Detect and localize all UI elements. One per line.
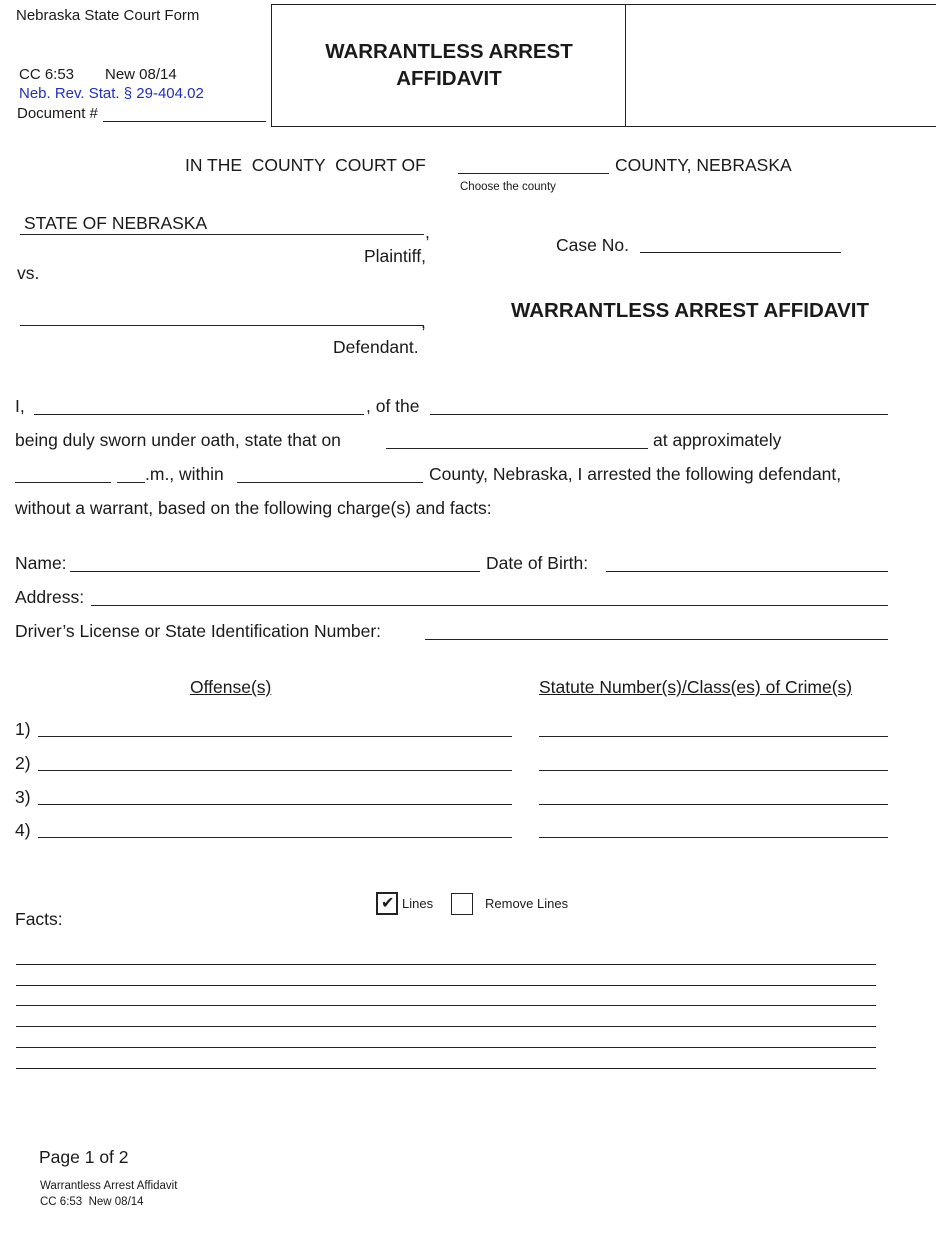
header-title-line2: AFFIDAVIT bbox=[396, 67, 502, 90]
court-prefix: IN THE COUNTY COURT OF bbox=[185, 155, 426, 175]
facts-line[interactable] bbox=[16, 1005, 876, 1006]
statute-field[interactable] bbox=[539, 770, 888, 771]
remove-lines-checkbox[interactable] bbox=[451, 893, 473, 915]
plaintiff-field[interactable] bbox=[20, 234, 424, 235]
footer-form-name: Warrantless Arrest Affidavit bbox=[40, 1180, 178, 1192]
header-title-line1: WARRANTLESS ARREST bbox=[325, 40, 573, 63]
document-number-field[interactable] bbox=[103, 121, 266, 122]
plaintiff-value[interactable]: STATE OF NEBRASKA bbox=[24, 213, 208, 233]
county-hint: Choose the county bbox=[460, 181, 556, 193]
agency-field[interactable] bbox=[430, 414, 888, 415]
affiant-name-field[interactable] bbox=[34, 414, 364, 415]
document-number-label: Document # bbox=[17, 105, 98, 122]
m-within-text: .m., within bbox=[145, 464, 224, 484]
case-number-label: Case No. bbox=[556, 235, 629, 255]
affiant-i-label: I, bbox=[15, 396, 25, 416]
offense-row-number: 1) bbox=[15, 719, 31, 739]
without-warrant-text: without a warrant, based on the following charge(s) and facts: bbox=[15, 498, 492, 518]
name-field[interactable] bbox=[70, 571, 480, 572]
license-field[interactable] bbox=[425, 639, 888, 640]
offense-field[interactable] bbox=[38, 770, 512, 771]
facts-line[interactable] bbox=[16, 964, 876, 965]
offense-row-number: 3) bbox=[15, 787, 31, 807]
am-pm-field[interactable] bbox=[117, 482, 145, 483]
offense-row-number: 4) bbox=[15, 820, 31, 840]
approximately-text: at approximately bbox=[653, 430, 782, 450]
facts-line[interactable] bbox=[16, 1026, 876, 1027]
county-select-field[interactable] bbox=[458, 173, 609, 174]
statute-field[interactable] bbox=[539, 736, 888, 737]
offense-field[interactable] bbox=[38, 736, 512, 737]
lines-checkbox[interactable] bbox=[376, 892, 398, 915]
facts-line[interactable] bbox=[16, 985, 876, 986]
statute-link[interactable]: Neb. Rev. Stat. § 29-404.02 bbox=[19, 85, 204, 102]
dob-field[interactable] bbox=[606, 571, 888, 572]
plaintiff-comma: , bbox=[425, 222, 430, 242]
license-label: Driver’s License or State Identification Number: bbox=[15, 621, 382, 641]
header-bottom-border bbox=[272, 126, 936, 127]
plaintiff-label: Plaintiff, bbox=[364, 246, 426, 266]
address-label: Address: bbox=[15, 587, 85, 607]
form-version: New 08/14 bbox=[105, 66, 177, 83]
arrest-time-field[interactable] bbox=[15, 482, 111, 483]
statute-field[interactable] bbox=[539, 837, 888, 838]
offense-field[interactable] bbox=[38, 837, 512, 838]
facts-label: Facts: bbox=[15, 909, 63, 929]
lines-option-label: Lines bbox=[402, 896, 434, 911]
arrest-county-field[interactable] bbox=[237, 482, 423, 483]
offense-header: Offense(s) bbox=[190, 677, 272, 697]
case-number-field[interactable] bbox=[640, 252, 841, 253]
sworn-text: being duly sworn under oath, state that on bbox=[15, 430, 341, 450]
court-suffix: COUNTY, NEBRASKA bbox=[615, 155, 792, 175]
facts-line[interactable] bbox=[16, 1047, 876, 1048]
statute-header: Statute Number(s)/Class(es) of Crime(s) bbox=[539, 677, 853, 697]
defendant-field[interactable] bbox=[20, 325, 424, 326]
header-title bbox=[272, 38, 626, 92]
statute-field[interactable] bbox=[539, 804, 888, 805]
name-label: Name: bbox=[15, 553, 67, 573]
of-the-label: , of the bbox=[366, 396, 420, 416]
county-nebraska-text: County, Nebraska, I arrested the following defendant, bbox=[429, 464, 842, 484]
document-title: WARRANTLESS ARREST AFFIDAVIT bbox=[511, 299, 869, 322]
checkmark-icon: ✔ bbox=[381, 893, 395, 912]
vs-label: vs. bbox=[17, 263, 40, 283]
address-field[interactable] bbox=[91, 605, 888, 606]
remove-lines-option-label: Remove Lines bbox=[485, 896, 569, 911]
footer-form-code: CC 6:53 New 08/14 bbox=[40, 1196, 144, 1208]
facts-line[interactable] bbox=[16, 1068, 876, 1069]
page-number: Page 1 of 2 bbox=[39, 1147, 129, 1167]
offense-row-number: 2) bbox=[15, 753, 31, 773]
offense-field[interactable] bbox=[38, 804, 512, 805]
header-top-border bbox=[272, 4, 936, 5]
dob-label: Date of Birth: bbox=[486, 553, 589, 573]
arrest-date-field[interactable] bbox=[386, 448, 648, 449]
form-number: CC 6:53 bbox=[19, 66, 75, 83]
defendant-comma: , bbox=[421, 312, 426, 332]
defendant-label: Defendant. bbox=[333, 337, 419, 357]
form-source: Nebraska State Court Form bbox=[16, 7, 200, 24]
